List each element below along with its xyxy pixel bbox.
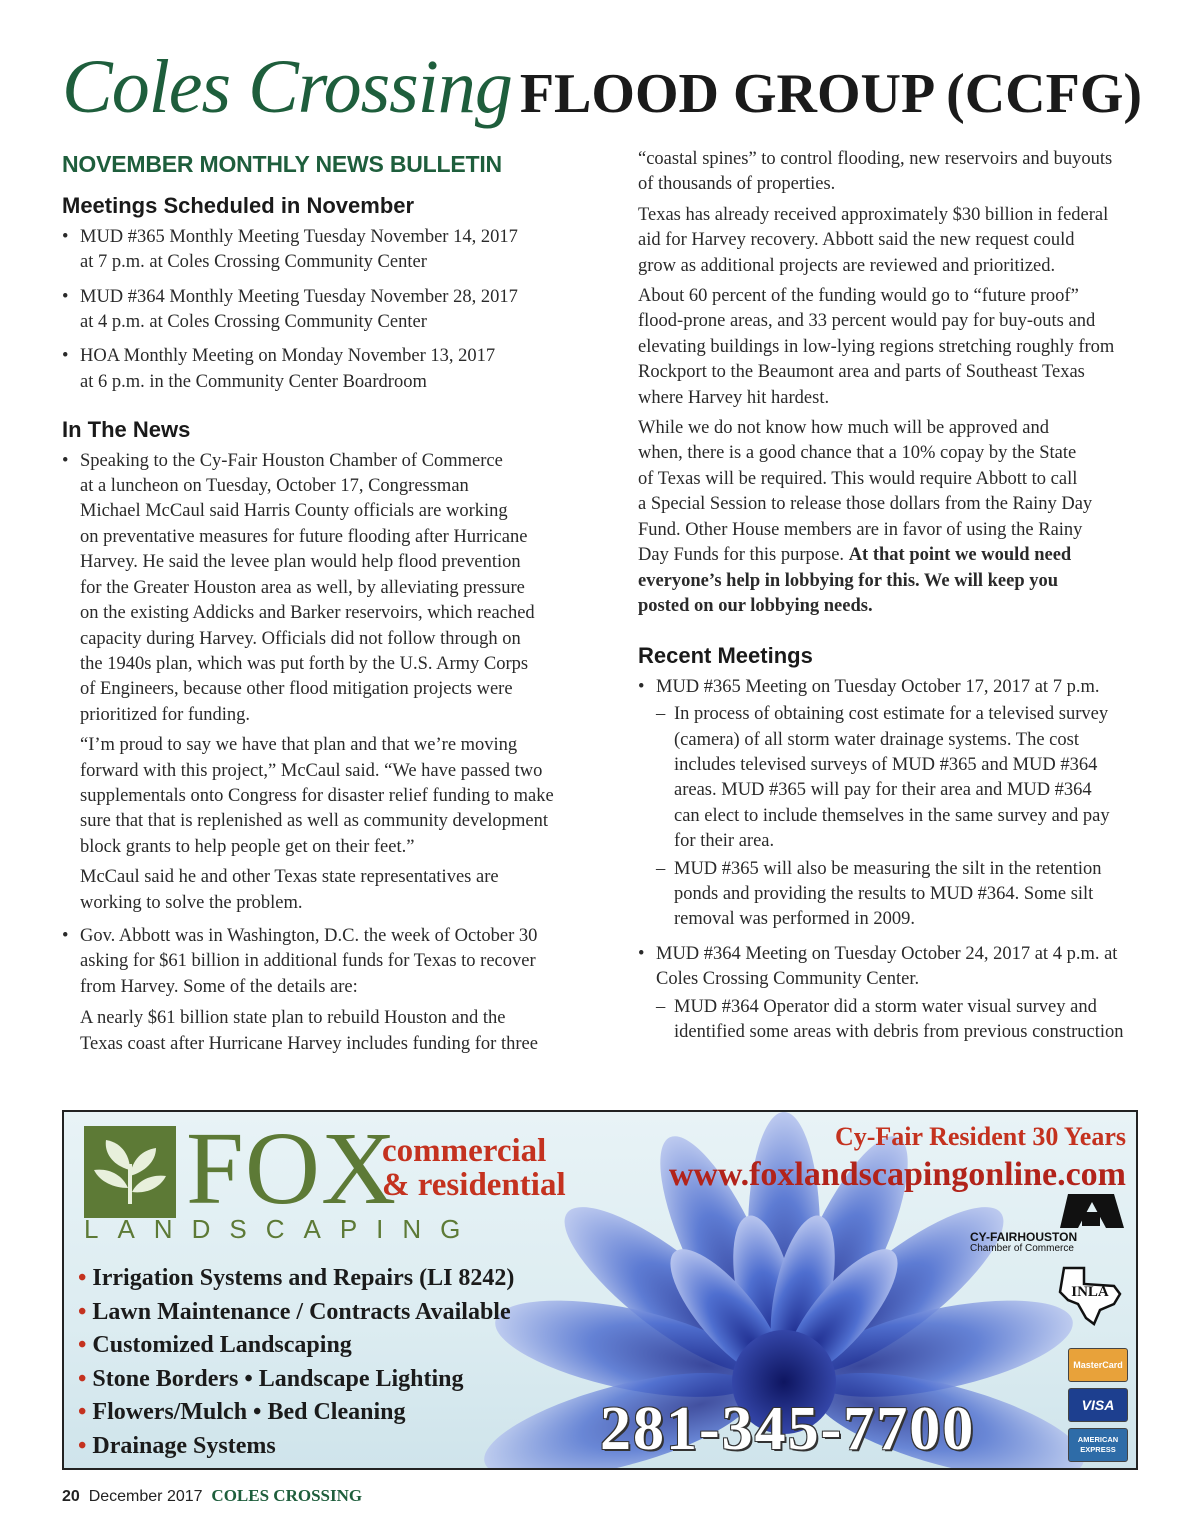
bulletin-title: NOVEMBER MONTHLY NEWS BULLETIN: [62, 151, 502, 177]
page-footer: [62, 1486, 362, 1506]
service-item: • Stone Borders • Landscape Lighting: [78, 1365, 464, 1392]
page-number: 20: [62, 1488, 80, 1505]
fox-brand: FOX: [186, 1111, 398, 1226]
service-item: • Flowers/Mulch • Bed Cleaning: [78, 1399, 406, 1425]
list-item: • Gov. Abbott was in Washington, D.C. the week of October 30 asking for $61 billion in additional funds for Texas to recover from Harvey. Some of the details are:: [62, 924, 582, 1000]
paragraph: About 60 percent of the funding would go to “future proof” flood-prone areas, and 33 percent would pay for buy-outs and elevating buildings in low-lying regions stretching roughly from Rockport to the Beaumont area and parts of Southeast Texas where Harvey hit hardest.: [638, 286, 1115, 408]
sub-list-item: – MUD #364 Operator did a storm water visual survey and identified some areas with debris from previous construction: [656, 995, 1148, 1046]
visa-logo: VISA: [1068, 1388, 1128, 1422]
paragraph: Texas has already received approximately $30 billion in federal aid for Harvey recovery. Abbott said the new request could grow as additional projects are reviewed and prioritized.: [638, 204, 1109, 276]
fox-tagline: commercial & residential: [382, 1133, 566, 1203]
service-item: • Irrigation Systems and Repairs (LI 8242): [78, 1265, 515, 1291]
news-heading: In The News: [62, 417, 191, 443]
mastercard-logo: MasterCard: [1068, 1348, 1128, 1382]
service-item: • Customized Landscaping: [78, 1332, 352, 1358]
recent-meetings-heading: Recent Meetings: [638, 643, 813, 669]
list-item: • MUD #364 Meeting on Tuesday October 24, 2017 at 4 p.m. at Coles Crossing Community Center. – MUD #364 Operator did a storm water visual survey and identified some areas with debris from previous construction: [638, 942, 1148, 1046]
list-item: • HOA Monthly Meeting on Monday November 13, 2017 at 6 p.m. in the Community Center Boardroom: [62, 344, 582, 395]
amex-logo: AMERICAN EXPRESS: [1068, 1428, 1128, 1462]
mccaul-closing: McCaul said he and other Texas state representatives are working to solve the problem.: [80, 867, 499, 913]
news-list: [62, 449, 582, 728]
abbott-paragraph: A nearly $61 billion state plan to rebuild Houston and the Texas coast after Hurricane Harvey includes funding for three: [80, 1008, 538, 1054]
sub-list: [656, 995, 1148, 1046]
meetings-list: [62, 225, 582, 395]
title-caps: FLOOD GROUP (CCFG): [519, 63, 1143, 125]
recent-meetings-list: [638, 675, 1148, 1046]
services-list: [78, 1262, 514, 1463]
resident-years: Cy-Fair Resident 30 Years: [834, 1122, 1126, 1151]
website-link[interactable]: www.foxlandscapingonline.com: [668, 1156, 1126, 1193]
service-item: • Drainage Systems: [78, 1432, 276, 1459]
service-item: • Lawn Maintenance / Contracts Available: [78, 1298, 511, 1325]
mccaul-quote: “I’m proud to say we have that plan and that we’re moving forward with this project,” McCaul said. “We have passed two supplementals onto Congress for disaster relief funding to make sure that that is replenished as well as community development block grants to help people get on their feet.”: [80, 735, 554, 857]
meetings-heading: Meetings Scheduled in November: [62, 193, 415, 219]
list-item: • MUD #364 Monthly Meeting Tuesday November 28, 2017 at 4 p.m. at Coles Crossing Community Center: [62, 285, 582, 336]
magazine-name: COLES CROSSING: [211, 1486, 363, 1505]
leaf-logo-icon: [84, 1126, 176, 1218]
right-column: [638, 147, 1148, 1054]
paragraph: “coastal spines” to control flooding, new reservoirs and buyouts of thousands of properties.: [638, 149, 1113, 195]
sub-list: [656, 702, 1148, 933]
list-item: • MUD #365 Meeting on Tuesday October 17, 2017 at 7 p.m. – In process of obtaining cost estimate for a televised survey (camera) of all storm water drainage systems. The cost includes televised surveys of MUD #365 and MUD #364 areas. MUD #365 will pay for their area and MUD #364 can elect to include themselves in the same survey and pay for their area. – MUD #365 will also be measuring the silt in the retention ponds and providing the results to MUD #364. Some silt removal was performed in 2009.: [638, 675, 1148, 933]
title-script: Coles Crossing: [62, 45, 512, 129]
sub-list-item: – In process of obtaining cost estimate for a televised survey (camera) of all storm water drainage systems. The cost includes televised surveys of MUD #365 and MUD #364 areas. MUD #365 will pay for their area and MUD #364 can elect to include themselves in the same survey and pay for their area.: [656, 702, 1148, 854]
fox-landscaping-ad: [62, 1110, 1138, 1470]
issue-date: December 2017: [88, 1488, 203, 1505]
landscaping-wordmark: LANDSCAPING: [84, 1214, 480, 1244]
left-column: [62, 152, 582, 1057]
chamber-logo-icon: [964, 1188, 1132, 1268]
sub-list-item: – MUD #365 will also be measuring the silt in the retention ponds and providing the results to MUD #364. Some silt removal was performed in 2009.: [656, 857, 1148, 933]
list-item: • MUD #365 Monthly Meeting Tuesday November 14, 2017 at 7 p.m. at Coles Crossing Community Center: [62, 225, 582, 276]
texas-inla-logo-icon: [1054, 1264, 1124, 1326]
inla-text: INLA: [1071, 1284, 1109, 1300]
chamber-name: CY-FAIRHOUSTON: [970, 1230, 1078, 1244]
news-list-2: [62, 924, 582, 1000]
phone-number: 281-345-7700: [600, 1395, 976, 1463]
page-title: [62, 44, 1162, 131]
paragraph: While we do not know how much will be approved and when, there is a good chance that a 10% copay by the State of Texas will be required. This would require Abbott to call a Special Session to release those dollars from the Rainy Day Fund. Other House members are in favor of using the Rainy Day Funds for this purpose. At that point we would need everyone’s help in lobbying for this. We will keep you posted on our lobbying needs.: [638, 418, 1093, 616]
chamber-subtitle: Chamber of Commerce: [970, 1243, 1074, 1254]
list-item: • Speaking to the Cy-Fair Houston Chamber of Commerce at a luncheon on Tuesday, October 17, Congressman Michael McCaul said Harris County officials are working on preventative measures for future flooding after Hurricane Harvey. He said the levee plan would help flood prevention for the Greater Houston area as well, by alleviating pressure on the existing Addicks and Barker reservoirs, which reached capacity during Harvey. Officials did not follow through on the 1940s plan, which was put forth by the U.S. Army Corps of Engineers, because other flood mitigation projects were prioritized for funding.: [62, 449, 582, 728]
